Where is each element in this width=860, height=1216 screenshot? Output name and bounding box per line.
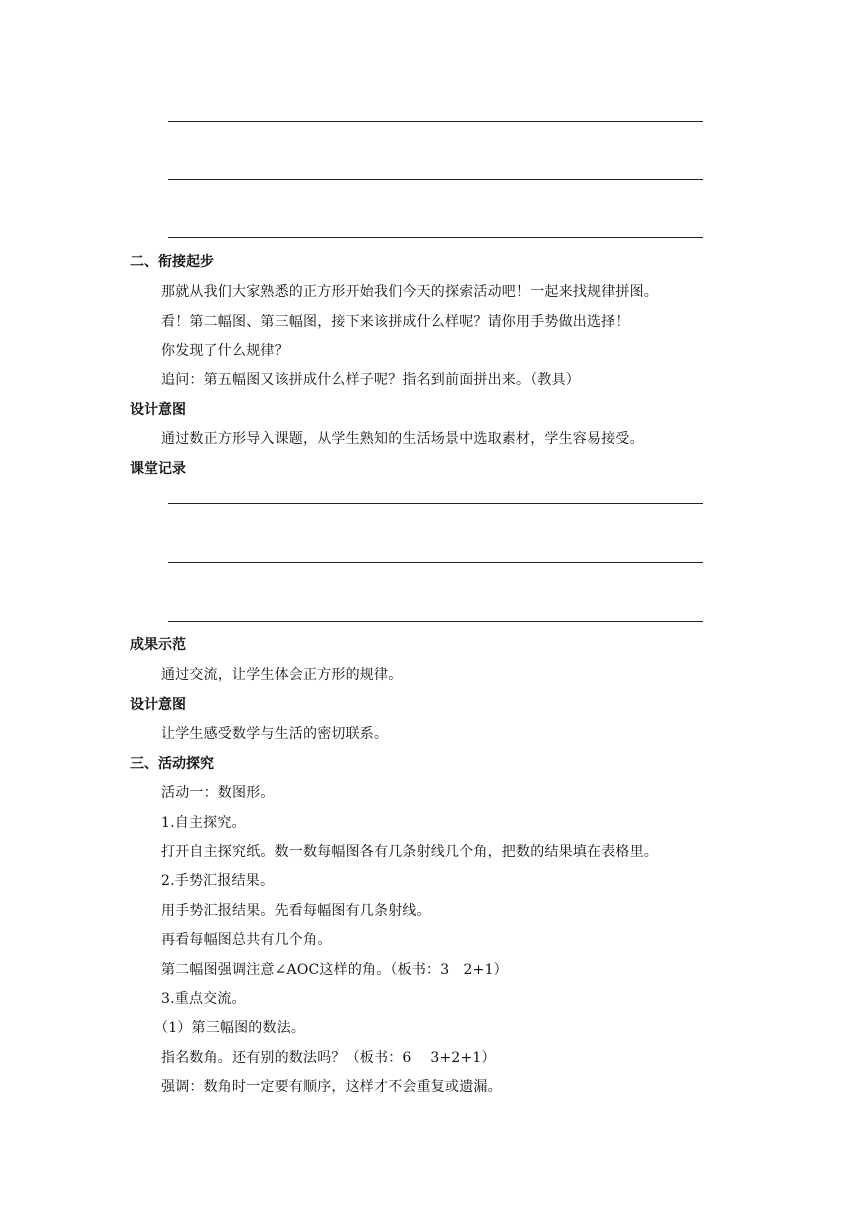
blank-answer-line xyxy=(168,121,703,122)
blank-answer-line xyxy=(168,562,703,563)
section-heading-bridge: 二、衔接起步 xyxy=(130,254,214,270)
paragraph: 通过交流，让学生体会正方形的规律。 xyxy=(161,667,403,683)
section-heading-activity-explore: 三、活动探究 xyxy=(130,756,214,772)
paragraph: 2.手势汇报结果。 xyxy=(161,873,275,889)
paragraph: 指名数角。还有别的数法吗？（板书：6 3+2+1） xyxy=(161,1050,496,1066)
paragraph: 通过数正方形导入课题，从学生熟知的生活场景中选取素材，学生容易接受。 xyxy=(161,431,644,447)
paragraph: 打开自主探究纸。数一数每幅图各有几条射线几个角，把数的结果填在表格里。 xyxy=(161,844,658,860)
paragraph: 第二幅图强调注意∠AOC这样的角。（板书：3 2+1） xyxy=(161,962,508,978)
blank-answer-line xyxy=(168,179,703,180)
paragraph: 3.重点交流。 xyxy=(161,991,246,1007)
section-heading-result-demo: 成果示范 xyxy=(130,637,186,653)
blank-answer-line xyxy=(168,621,703,622)
paragraph: 你发现了什么规律？ xyxy=(161,343,289,359)
paragraph: 再看每幅图总共有几个角。 xyxy=(161,932,332,948)
section-heading-design-intent: 设计意图 xyxy=(130,697,186,713)
paragraph: 活动一：数图形。 xyxy=(161,785,275,801)
paragraph: （1）第三幅图的数法。 xyxy=(154,1020,306,1036)
paragraph: 强调：数角时一定要有顺序，这样才不会重复或遗漏。 xyxy=(161,1079,502,1095)
paragraph: 1.自主探究。 xyxy=(161,815,246,831)
paragraph: 追问：第五幅图又该拼成什么样子呢？指名到前面拼出来。（教具） xyxy=(161,372,580,388)
paragraph: 看！第二幅图、第三幅图，接下来该拼成什么样呢？请你用手势做出选择！ xyxy=(161,314,630,330)
paragraph: 那就从我们大家熟悉的正方形开始我们今天的探索活动吧！一起来找规律拼图。 xyxy=(161,284,658,300)
paragraph: 用手势汇报结果。先看每幅图有几条射线。 xyxy=(161,903,431,919)
paragraph: 让学生感受数学与生活的密切联系。 xyxy=(161,726,389,742)
section-heading-design-intent: 设计意图 xyxy=(130,402,186,418)
blank-answer-line xyxy=(168,237,703,238)
blank-answer-line xyxy=(168,503,703,504)
section-heading-class-record: 课堂记录 xyxy=(130,461,186,477)
